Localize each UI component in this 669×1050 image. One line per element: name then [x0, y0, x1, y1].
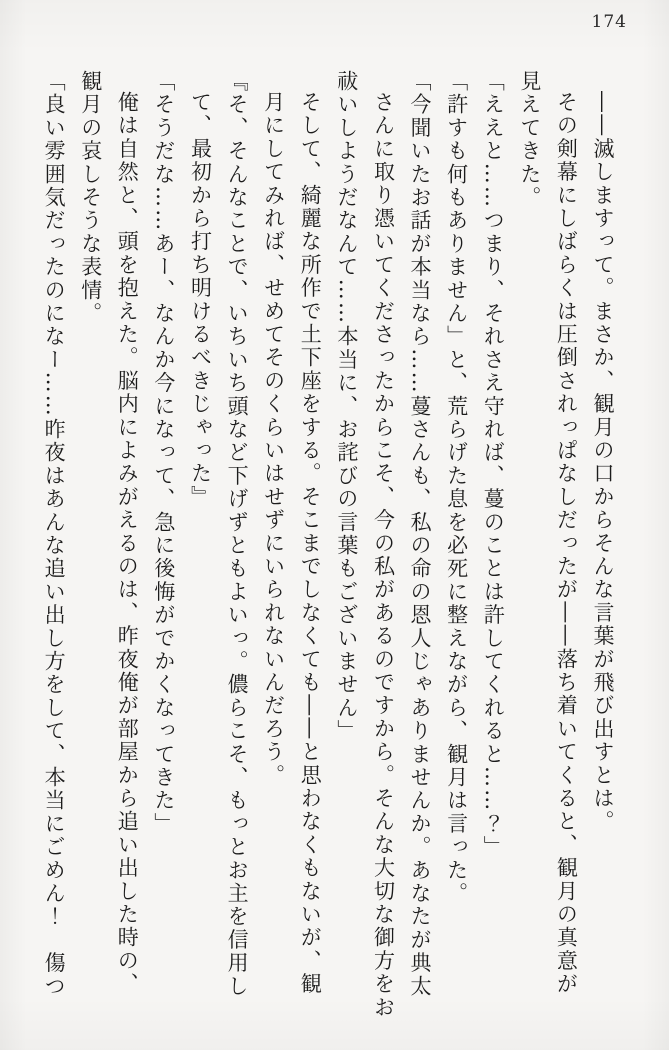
text-column: 「許すも何もありません」と、荒らげた息を必死に整えながら、観月は言った。 — [444, 70, 469, 906]
text-column: 月にしてみれば、せめてそのくらいはせずにいられないんだろう。 — [261, 91, 286, 787]
text-column: その剣幕にしばらくは圧倒されっぱなしだったが――落ち着いてくると、観月の真意が — [554, 91, 579, 996]
text-column: 「そうだな……あー、なんか今になって、急に後悔がでかくなってきた」 — [151, 70, 176, 836]
text-column: 祓いしようだなんて……本当に、お詫びの言葉もございません」 — [334, 70, 359, 743]
text-column: 観月の哀しそうな表情。 — [78, 70, 103, 326]
text-column: 「今聞いたお話が本当なら……蔓さんも、私の命の恩人じゃありませんか。あなたが典太 — [408, 70, 433, 998]
text-column: て、最初から打ち明けるべきじゃった』 — [188, 91, 213, 509]
vertical-text-block — [36, 70, 622, 1022]
text-column: 俺は自然と、頭を抱えた。脳内によみがえるのは、昨夜俺が部屋から追い出した時の、 — [115, 91, 140, 996]
text-column: 見えてきた。 — [517, 70, 542, 210]
text-column: ――滅しますって。まさか、観月の口からそんな言葉が飛び出すとは。 — [591, 91, 615, 834]
page-number: 174 — [591, 12, 627, 32]
text-column: 「良い雰囲気だったのになー……昨夜はあんな追い出し方をして、本当にごめん！ 傷つ — [42, 70, 67, 998]
text-column: 『そ、そんなことで、いちいち頭など下げずともよいっ。儂らこそ、もっとお主を信用し — [225, 70, 250, 998]
text-column: 「ええと……つまり、それさえ守れば、蔓のことは許してくれると……？」 — [481, 70, 506, 859]
text-column: そして、綺麗な所作で土下座をする。そこまでしなくても――と思わなくもないが、観 — [298, 91, 323, 996]
text-column: さんに取り憑いてくださったからこそ、今の私があるのですから。そんな大切な御方をお — [371, 91, 396, 1019]
